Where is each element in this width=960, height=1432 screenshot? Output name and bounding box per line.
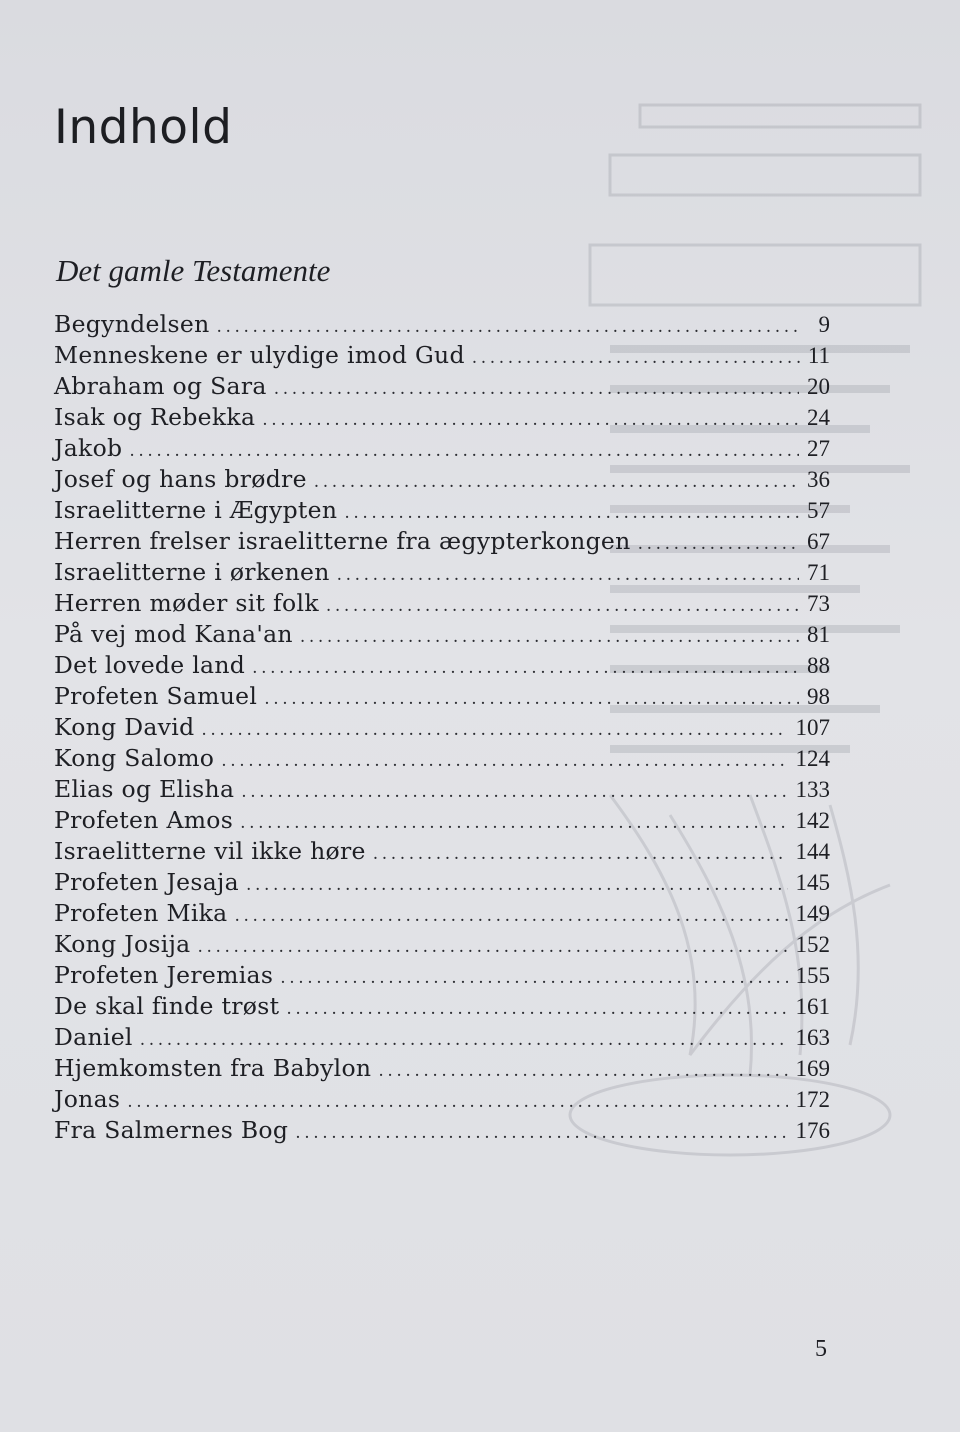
toc-entry[interactable] bbox=[54, 309, 830, 340]
toc-entry-page: 133 bbox=[795, 777, 830, 802]
toc-entry-title: Israelitterne i Ægypten bbox=[54, 496, 338, 524]
toc-entry-page: 107 bbox=[795, 715, 830, 740]
dot-leader bbox=[314, 467, 799, 498]
toc-entry-title: Kong Salomo bbox=[54, 744, 215, 772]
toc-entry[interactable] bbox=[54, 681, 830, 712]
toc-entry-title: Kong David bbox=[54, 713, 195, 741]
dot-leader bbox=[295, 1118, 787, 1149]
section-heading: Det gamle Testamente bbox=[56, 253, 331, 288]
dot-leader bbox=[234, 901, 787, 932]
toc-entry-title: Abraham og Sara bbox=[54, 372, 267, 400]
toc-entry-page: 163 bbox=[795, 1025, 830, 1050]
dot-leader bbox=[472, 343, 800, 374]
dot-leader bbox=[127, 1087, 787, 1118]
toc-entry-page: 161 bbox=[795, 994, 830, 1019]
toc-entry-title: Menneskene er ulydige imod Gud bbox=[54, 341, 465, 369]
dot-leader bbox=[246, 870, 788, 901]
toc-entry-title: Hjemkomsten fra Babylon bbox=[54, 1054, 372, 1082]
toc-entry-title: Herren møder sit folk bbox=[54, 589, 319, 617]
toc-entry[interactable] bbox=[54, 340, 830, 371]
toc-entry-title: Israelitterne vil ikke høre bbox=[54, 837, 366, 865]
toc-entry-title: Begyndelsen bbox=[54, 310, 210, 338]
toc-entry-page: 152 bbox=[795, 932, 830, 957]
toc-entry-page: 144 bbox=[795, 839, 830, 864]
dot-leader bbox=[201, 715, 787, 746]
toc-entry-title: Israelitterne i ørkenen bbox=[54, 558, 330, 586]
toc-entry[interactable] bbox=[54, 1053, 830, 1084]
toc-entry-title: Det lovede land bbox=[54, 651, 246, 679]
toc-entry-title: Josef og hans brødre bbox=[54, 465, 307, 493]
toc-entry[interactable] bbox=[54, 774, 830, 805]
toc-entry-title: På vej mod Kana'an bbox=[54, 620, 293, 648]
toc-entry-title: Profeten Jesaja bbox=[54, 868, 239, 896]
toc-entry-page: 67 bbox=[807, 529, 830, 554]
toc-entry[interactable] bbox=[54, 495, 830, 526]
toc-entry-title: Profeten Samuel bbox=[54, 682, 258, 710]
toc-entry-title: De skal finde trøst bbox=[54, 992, 280, 1020]
dot-leader bbox=[252, 653, 799, 684]
toc-entry-title: Isak og Rebekka bbox=[54, 403, 256, 431]
dot-leader bbox=[240, 808, 787, 839]
toc-entry-title: Fra Salmernes Bog bbox=[54, 1116, 289, 1144]
toc-entry-title: Kong Josija bbox=[54, 930, 191, 958]
toc-entry[interactable] bbox=[54, 836, 830, 867]
dot-leader bbox=[264, 684, 799, 715]
toc-entry-page: 20 bbox=[807, 374, 830, 399]
toc-entry[interactable] bbox=[54, 619, 830, 650]
dot-leader bbox=[262, 405, 799, 436]
toc-entry[interactable] bbox=[54, 433, 830, 464]
toc-entry[interactable] bbox=[54, 805, 830, 836]
toc-entry-page: 124 bbox=[795, 746, 830, 771]
dot-leader bbox=[326, 591, 799, 622]
dot-leader bbox=[344, 498, 799, 529]
dot-leader bbox=[221, 746, 787, 777]
toc-entry-title: Jakob bbox=[54, 434, 123, 462]
toc-entry[interactable] bbox=[54, 1022, 830, 1053]
toc-entry-page: 57 bbox=[807, 498, 830, 523]
toc-entry-page: 24 bbox=[807, 405, 830, 430]
dot-leader bbox=[378, 1056, 787, 1087]
toc-entry[interactable] bbox=[54, 371, 830, 402]
toc-entry[interactable] bbox=[54, 960, 830, 991]
page-title: Indhold bbox=[54, 100, 233, 155]
toc-entry[interactable] bbox=[54, 402, 830, 433]
toc-entry-title: Profeten Jeremias bbox=[54, 961, 274, 989]
dot-leader bbox=[280, 963, 787, 994]
toc-entry-page: 172 bbox=[795, 1087, 830, 1112]
toc-entry-title: Elias og Elisha bbox=[54, 775, 235, 803]
dot-leader bbox=[129, 436, 799, 467]
toc-entry[interactable] bbox=[54, 557, 830, 588]
toc-entry-title: Herren frelser israelitterne fra ægypterkongen bbox=[54, 527, 631, 555]
toc-entry-page: 176 bbox=[795, 1118, 830, 1143]
toc-entry-page: 149 bbox=[795, 901, 830, 926]
toc-entry[interactable] bbox=[54, 898, 830, 929]
dot-leader bbox=[286, 994, 787, 1025]
toc-entry-page: 142 bbox=[795, 808, 830, 833]
toc-entry[interactable] bbox=[54, 929, 830, 960]
toc-entry-page: 73 bbox=[807, 591, 830, 616]
dot-leader bbox=[274, 374, 799, 405]
dot-leader bbox=[373, 839, 788, 870]
toc-entry[interactable] bbox=[54, 464, 830, 495]
toc-entry-title: Profeten Mika bbox=[54, 899, 228, 927]
toc-entry[interactable] bbox=[54, 1115, 830, 1146]
toc-entry[interactable] bbox=[54, 588, 830, 619]
toc-entry-title: Daniel bbox=[54, 1023, 133, 1051]
toc-entry[interactable] bbox=[54, 712, 830, 743]
toc-entry-page: 71 bbox=[807, 560, 830, 585]
toc-entry[interactable] bbox=[54, 1084, 830, 1115]
toc-entry[interactable] bbox=[54, 867, 830, 898]
toc-entry-page: 11 bbox=[807, 343, 830, 368]
toc-entry-page: 27 bbox=[807, 436, 830, 461]
dot-leader bbox=[241, 777, 787, 808]
dot-leader bbox=[197, 932, 787, 963]
toc-entry-page: 81 bbox=[807, 622, 830, 647]
toc-entry[interactable] bbox=[54, 743, 830, 774]
toc-entry[interactable] bbox=[54, 991, 830, 1022]
toc-entry[interactable] bbox=[54, 650, 830, 681]
toc-entry-page: 169 bbox=[795, 1056, 830, 1081]
dot-leader bbox=[300, 622, 799, 653]
dot-leader bbox=[217, 312, 803, 343]
dot-leader bbox=[140, 1025, 788, 1056]
toc-entry-page: 36 bbox=[807, 467, 830, 492]
toc-entry-title: Profeten Amos bbox=[54, 806, 234, 834]
toc-entry-title: Jonas bbox=[54, 1085, 121, 1113]
toc-entry-page: 88 bbox=[807, 653, 830, 678]
dot-leader bbox=[638, 529, 799, 560]
toc-entry-page: 98 bbox=[807, 684, 830, 709]
table-of-contents bbox=[54, 309, 830, 1146]
page-number: 5 bbox=[815, 1336, 827, 1362]
dot-leader bbox=[337, 560, 799, 591]
toc-entry-page: 145 bbox=[795, 870, 830, 895]
toc-entry[interactable] bbox=[54, 526, 830, 557]
toc-entry-page: 155 bbox=[795, 963, 830, 988]
toc-entry-page: 9 bbox=[818, 312, 830, 337]
